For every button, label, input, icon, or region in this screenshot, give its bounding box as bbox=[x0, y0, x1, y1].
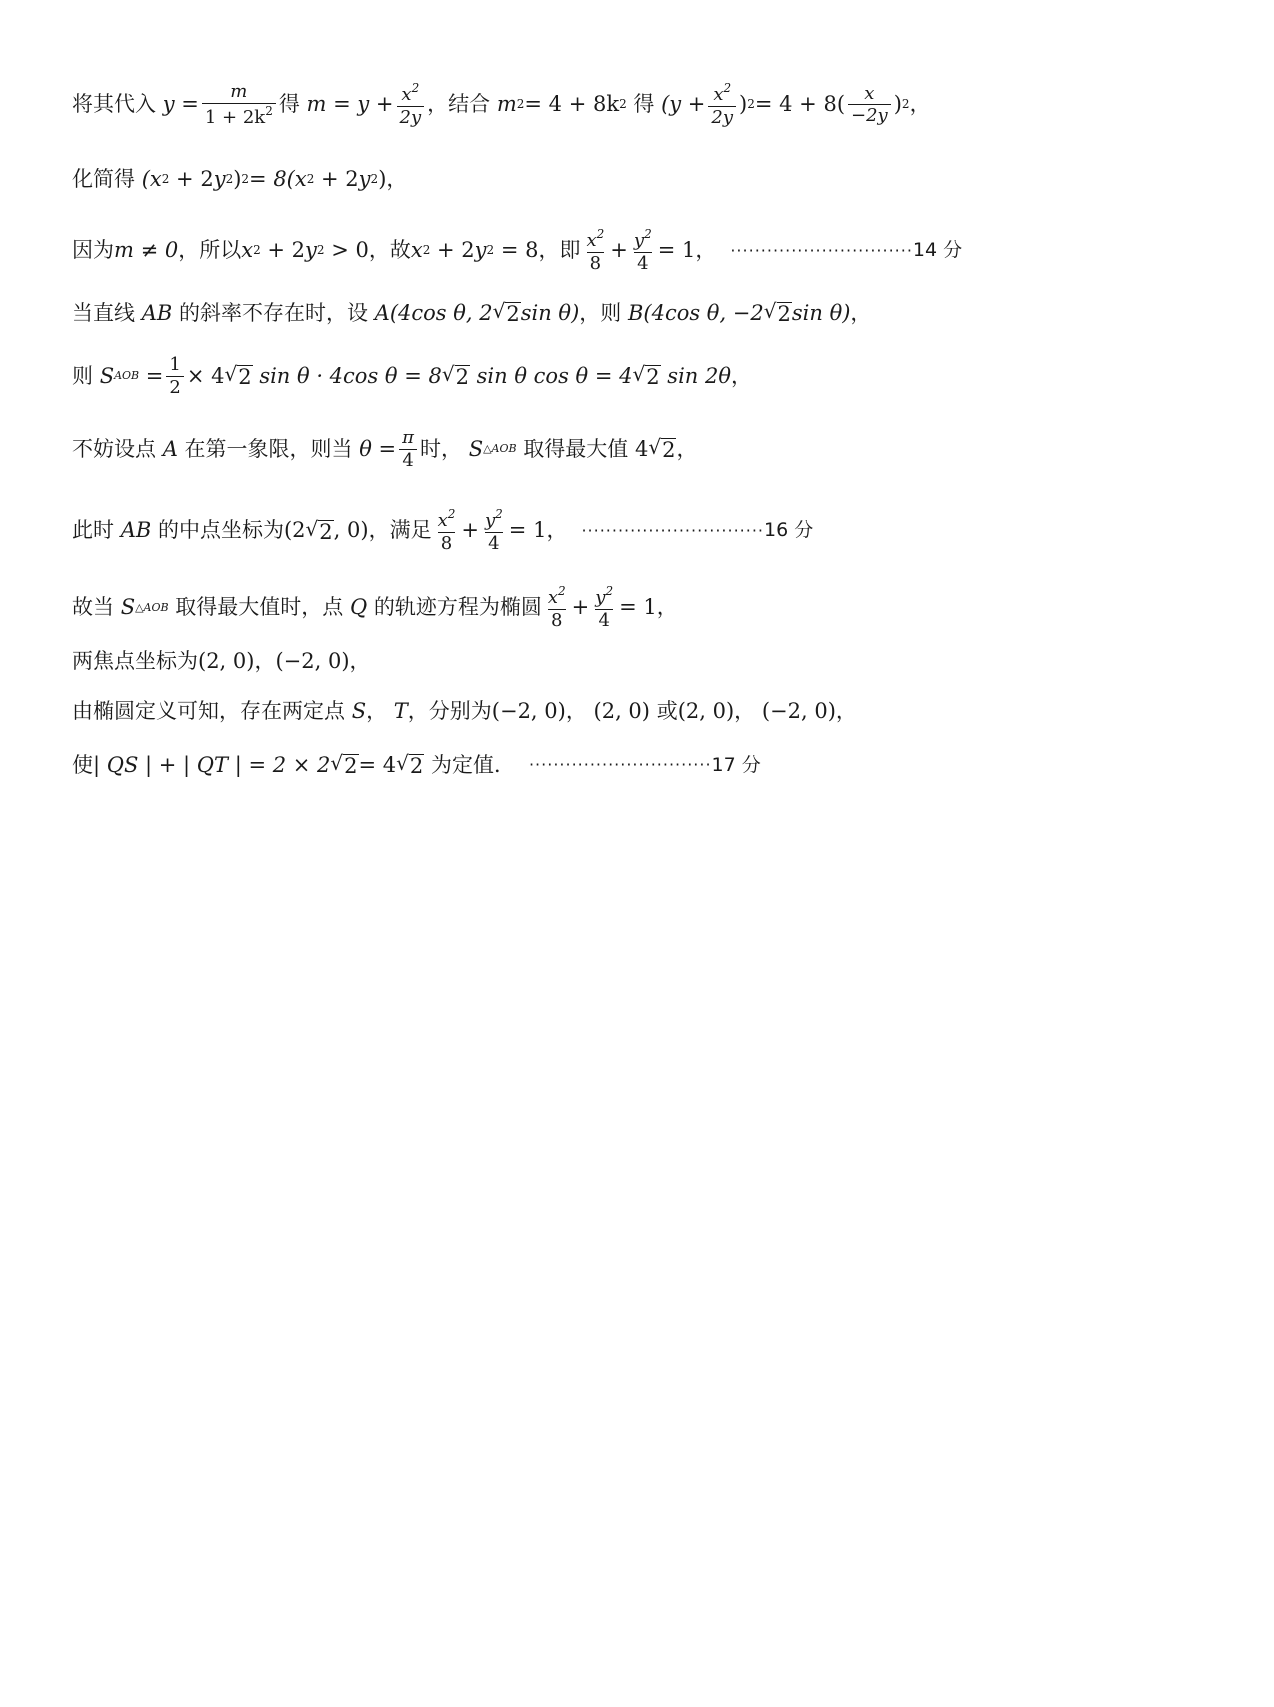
denominator: 8 bbox=[548, 609, 565, 631]
math-var: T bbox=[393, 699, 408, 723]
sqrt: √ 2 bbox=[224, 362, 252, 390]
num-text: y bbox=[633, 230, 645, 251]
math-var: AB bbox=[141, 300, 173, 325]
numerator: $x^2$ bbox=[437, 507, 456, 531]
text-seg: 则 bbox=[72, 363, 93, 388]
text-seg: 因为 bbox=[72, 238, 114, 263]
math-expr: = 4 bbox=[358, 752, 397, 777]
num-text: x bbox=[547, 587, 559, 608]
numerator: 1 bbox=[169, 354, 181, 375]
radicand: 2 bbox=[455, 365, 469, 390]
num-text: x bbox=[713, 84, 724, 105]
math-expr: = 1 bbox=[508, 518, 547, 543]
denominator: 4 bbox=[399, 449, 416, 471]
math-expr: sin θ) bbox=[520, 300, 580, 325]
line-3: 因为 m ≠ 0 ，所以 x 2 + 2 y 2 > 0 ，故 x 2 + 2 y 2 = 8 ，即 $\frac{x^2}{8}$ + $\frac{y^2}{4}$ = 1 ， ······························ 14 分 bbox=[72, 227, 963, 274]
sqrt: √ 2 bbox=[441, 362, 469, 390]
sqrt: √ 2 bbox=[648, 435, 676, 463]
denominator: 4 bbox=[485, 532, 502, 554]
text-seg: ，故 bbox=[368, 238, 411, 263]
text-seg: 故当 bbox=[72, 595, 114, 620]
numerator: π bbox=[402, 427, 414, 448]
text-seg: ， bbox=[676, 436, 698, 461]
text-seg: 将其代入 bbox=[72, 92, 156, 117]
numerator: m bbox=[230, 81, 248, 102]
text-seg: 化简得 bbox=[72, 167, 135, 191]
math-expr: (2, 0) bbox=[677, 699, 735, 723]
num-text: x bbox=[437, 510, 448, 531]
radicand: 2 bbox=[409, 754, 424, 778]
denominator: $1 + 2k^2$ bbox=[202, 103, 276, 128]
radicand: 2 bbox=[506, 302, 520, 326]
text-seg: ， bbox=[731, 363, 752, 388]
sqrt: √ 2 bbox=[492, 299, 520, 326]
math-var: y bbox=[162, 92, 175, 117]
denominator: 8 bbox=[587, 252, 604, 274]
line-6 bbox=[72, 428, 697, 471]
fraction bbox=[583, 228, 607, 274]
text-seg: 的中点坐标为 bbox=[157, 518, 284, 543]
text-seg: 由椭圆定义可知，存在两定点 bbox=[72, 699, 345, 723]
radicand: 2 bbox=[319, 519, 333, 544]
text-seg: ， bbox=[656, 595, 678, 620]
math-var: S bbox=[120, 595, 136, 620]
sqrt: √ 2 bbox=[330, 751, 358, 778]
math-expr: A(4cos θ, 2 bbox=[374, 300, 493, 325]
radicand: 2 bbox=[238, 365, 252, 390]
math-expr: (2, 0) bbox=[593, 699, 650, 723]
text-seg: 使 bbox=[72, 752, 93, 777]
denominator: 2y bbox=[708, 106, 736, 128]
text-seg: ， bbox=[850, 300, 872, 325]
sqrt: √ 2 bbox=[305, 516, 333, 544]
text-seg: 取得最大值时，点 bbox=[175, 595, 344, 620]
denominator: 4 bbox=[634, 252, 651, 274]
text-seg: ，结合 bbox=[427, 92, 491, 117]
numerator: $x^2$ bbox=[401, 81, 420, 105]
fraction bbox=[399, 428, 417, 471]
subscript-text: AOB bbox=[491, 442, 517, 456]
line-2: 化简得 (x 2 + 2 y 2 ) 2 = 8(x 2 + 2 y 2 ) ， bbox=[72, 167, 408, 191]
text-seg: ，满足 bbox=[368, 518, 432, 543]
math-expr: = 8(x bbox=[249, 167, 307, 191]
line-7: 此时 AB 的中点坐标为 (2 √ 2 , 0) ，满足 $\frac{x^2}{8}$ + $\frac{y^2}{4}$ = 1 ， ······························ 16 分 bbox=[72, 507, 814, 554]
math-var: S bbox=[99, 363, 115, 388]
text-seg: ， bbox=[254, 649, 276, 673]
line-11 bbox=[72, 752, 761, 778]
math-var: A bbox=[162, 436, 178, 461]
math-expr: (x bbox=[141, 167, 162, 191]
subscript-text: AOB bbox=[143, 600, 169, 614]
fraction bbox=[166, 355, 183, 398]
math-expr: sin 2θ bbox=[667, 363, 731, 388]
numerator: $x^2$ bbox=[547, 584, 566, 608]
fraction bbox=[631, 228, 655, 274]
denominator: −2y bbox=[848, 104, 891, 126]
leader-dots: ······························ bbox=[581, 521, 765, 540]
line-1: 将其代入 y = $\frac{m}{1 + 2k^2}$ 得 m = y + $\frac{x^2}{2y}$ ，结合 m 2 = 4 + 8k 2 得 (y + $\frac{x^2}{2y}$ ) 2 = 4 + 8( $\frac{x}{-2y}$ ) 2 ， bbox=[72, 81, 931, 128]
text-seg: ， bbox=[546, 518, 568, 543]
math-expr: sin θ cos θ = 4 bbox=[476, 363, 633, 388]
sqrt: √ 2 bbox=[632, 362, 660, 390]
math-var: m bbox=[496, 92, 517, 117]
text-seg: 在第一象限，则当 bbox=[184, 436, 353, 461]
math-expr: , 0) bbox=[333, 518, 369, 543]
math-expr: (−2, 0) bbox=[761, 699, 836, 723]
line-9 bbox=[72, 650, 371, 673]
text-seg: 为定值． bbox=[430, 752, 515, 777]
subscript: △AOB bbox=[483, 442, 517, 456]
text-seg: 时， bbox=[420, 436, 462, 461]
numerator: $y^2$ bbox=[633, 227, 652, 251]
math-var: S bbox=[468, 436, 484, 461]
text-seg: 得 bbox=[633, 92, 655, 117]
denominator: 8 bbox=[438, 532, 455, 554]
math-var: Q bbox=[349, 595, 368, 620]
score-label: 16 分 bbox=[764, 519, 814, 542]
math-expr: = 1 bbox=[657, 238, 696, 263]
radicand: 2 bbox=[646, 365, 660, 390]
fraction bbox=[592, 585, 616, 631]
text-seg: ， bbox=[565, 699, 587, 723]
text-seg: 当直线 bbox=[72, 300, 135, 325]
line-4 bbox=[72, 300, 871, 326]
score-label: 14 分 bbox=[912, 239, 963, 262]
text-seg: 取得最大值 bbox=[523, 436, 629, 461]
text-seg: 得 bbox=[278, 92, 300, 117]
text-seg: ，即 bbox=[538, 238, 581, 263]
text-seg: ， bbox=[349, 649, 371, 673]
text-seg: 不妨设点 bbox=[72, 436, 156, 461]
text-seg: 的斜率不存在时，设 bbox=[178, 300, 368, 325]
math-expr: (−2, 0) bbox=[491, 699, 566, 723]
math-var: AB bbox=[120, 518, 152, 543]
math-expr: m ≠ 0 bbox=[114, 238, 179, 263]
text-seg: ，所以 bbox=[178, 238, 242, 263]
text-seg: ， bbox=[909, 92, 931, 117]
text-seg: ， bbox=[835, 699, 857, 723]
math-expr: sin θ) bbox=[791, 300, 851, 325]
fraction bbox=[435, 508, 459, 554]
subscript: △AOB bbox=[135, 600, 169, 614]
numerator: $x^2$ bbox=[586, 227, 605, 251]
math-expr: | QS | + | QT | = 2 × 2 bbox=[93, 752, 331, 777]
math-var: x bbox=[410, 238, 423, 263]
math-expr: sin θ · 4cos θ = 8 bbox=[259, 363, 442, 388]
num-text: x bbox=[586, 230, 597, 251]
fraction bbox=[848, 84, 891, 127]
num-text: x bbox=[401, 84, 412, 105]
denominator: 2 bbox=[166, 376, 183, 398]
numerator: $y^2$ bbox=[595, 584, 614, 608]
fraction bbox=[545, 585, 569, 631]
text-seg: 或 bbox=[656, 699, 678, 723]
text-seg: ， bbox=[734, 699, 756, 723]
sqrt: √ 2 bbox=[763, 299, 791, 326]
denom-text: 1 + 2k bbox=[204, 106, 266, 128]
num-text: y bbox=[484, 510, 496, 531]
subscript: AOB bbox=[114, 369, 140, 383]
math-expr: (2, 0) bbox=[198, 649, 255, 673]
math-expr: = 4 + 8k bbox=[524, 92, 620, 117]
score-label: 17 分 bbox=[711, 753, 761, 776]
math-expr: m = y + bbox=[306, 92, 394, 117]
sqrt: √ 2 bbox=[396, 751, 424, 778]
text-seg: ，分别为 bbox=[407, 699, 492, 723]
fraction bbox=[397, 82, 425, 128]
num-text: y bbox=[595, 587, 606, 608]
math-var: S bbox=[351, 699, 367, 723]
math-var: x bbox=[241, 238, 254, 263]
radicand: 2 bbox=[662, 438, 676, 463]
math-expr: (−2, 0) bbox=[275, 649, 350, 673]
fraction bbox=[708, 82, 736, 128]
numerator: x bbox=[864, 82, 875, 104]
text-seg: 此时 bbox=[72, 518, 114, 543]
math-expr: = 1 bbox=[619, 595, 657, 620]
numerator: $y^2$ bbox=[484, 507, 503, 531]
text-seg: ， bbox=[366, 699, 388, 723]
line-8: 故当 S △AOB 取得最大值时，点 Q 的轨迹方程为椭圆 $\frac{x^2}{8}$ + $\frac{y^2}{4}$ = 1 ， bbox=[72, 584, 678, 631]
text-seg: ， bbox=[386, 167, 408, 191]
text-seg: ， bbox=[695, 238, 717, 263]
fraction bbox=[482, 508, 506, 554]
line-5: 则 S AOB = $\frac{1}{2}$ × 4 √ 2 sin θ · 4cos θ = 8 √ 2 sin θ cos θ = 4 √ 2 sin 2θ ， bbox=[72, 354, 752, 398]
math-expr: (2 bbox=[283, 518, 306, 543]
denominator: 2y bbox=[397, 106, 425, 128]
text-seg: 的轨迹方程为椭圆 bbox=[373, 595, 542, 620]
leader-dots: ······························ bbox=[528, 755, 712, 775]
math-expr: (y + bbox=[661, 92, 706, 117]
math-expr: 4 bbox=[634, 436, 649, 461]
leader-dots: ······························ bbox=[730, 241, 913, 260]
text-seg: ，则 bbox=[579, 300, 622, 325]
numerator: $x^2$ bbox=[713, 81, 732, 105]
fraction bbox=[202, 82, 276, 128]
denominator: 4 bbox=[595, 609, 612, 631]
text-seg: 两焦点坐标为 bbox=[72, 649, 198, 673]
radicand: 2 bbox=[777, 302, 791, 326]
math-expr: = 4 + 8( bbox=[754, 92, 846, 117]
math-expr: B(4cos θ, −2 bbox=[627, 300, 764, 325]
math-expr: θ = bbox=[359, 436, 397, 461]
line-10 bbox=[72, 700, 857, 723]
radicand: 2 bbox=[344, 754, 358, 778]
